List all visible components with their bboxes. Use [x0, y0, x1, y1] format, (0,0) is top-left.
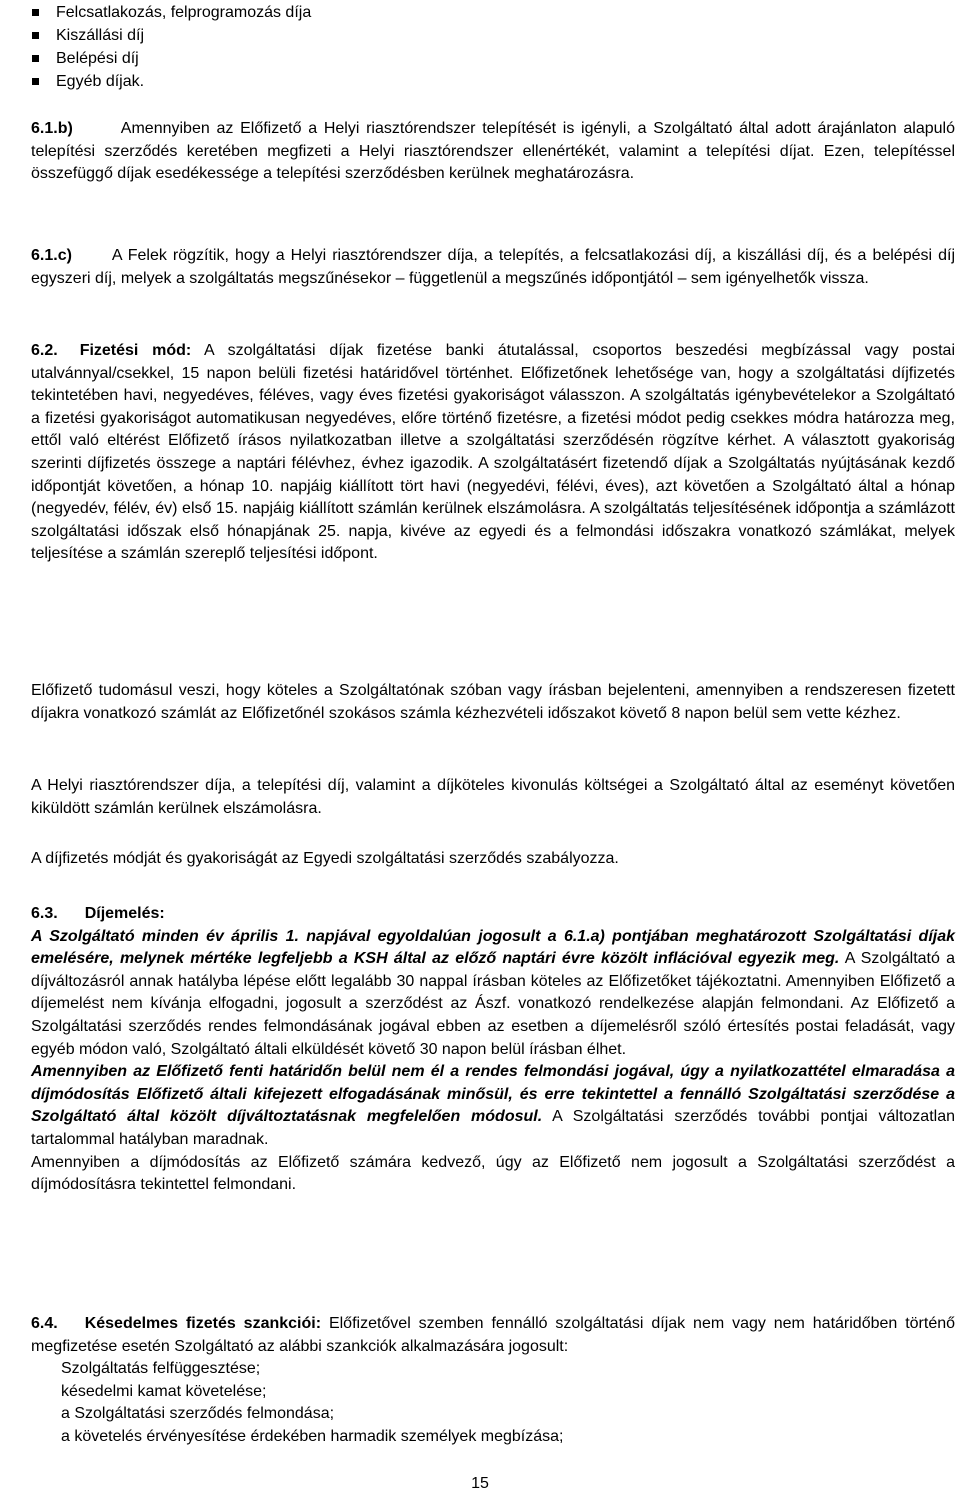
section-6-4	[31, 1313, 955, 1449]
section-number: 6.4.	[31, 1315, 58, 1332]
emphasis-text: Amennyiben az Előfizető fenti határidőn belül nem él a rendes felmondási jogával, úgy a nyilatkozattétel elmaradása a díjmódosítás Előfizető általi kifejezett elfogadásának minősül, és erre tekintettel a fennálló Szolgáltatási szerződése a Szolgáltató által közölt díjváltoztatásnak megfelelően módosul.	[31, 1063, 955, 1126]
section-title: Fizetési mód:	[79, 342, 192, 359]
fee-bullet-list	[31, 1, 311, 93]
section-number: 6.3.	[31, 905, 58, 922]
list-item: Felcsatlakozás, felprogramozás díja	[31, 1, 311, 24]
paragraph-text: Előfizetővel szemben fennálló szolgáltatási díjak nem vagy nem határidőben történő megfizetése esetén Szolgáltató az alábbi szankciók alkalmazására jogosult:	[31, 1315, 956, 1355]
section-6-1-b	[31, 118, 955, 186]
list-item: a Szolgáltatási szerződés felmondása;	[61, 1405, 335, 1423]
section-6-2-paragraph-4	[31, 848, 955, 871]
paragraph-text: Amennyiben a díjmódosítás az Előfizető számára kedvező, úgy az Előfizető nem jogosult a Szolgáltatási szerződést a díjmódosításra tekintettel felmondani.	[31, 1153, 955, 1194]
page-number: 15	[471, 1475, 489, 1492]
section-title: Díjemelés:	[84, 905, 165, 922]
section-title: Késedelmes fizetés szankciói:	[84, 1315, 322, 1332]
section-number: 6.2.	[31, 342, 58, 359]
paragraph-text: A Szolgáltató a díjváltozásról annak hatályba lépése előtt legalább 30 nappal írásban köteles az Előfizetőket tájékoztatni. Amennyiben Előfizető a díjemelést nem kívánja elfogadni, jogosult a szerződést az Ászf. vonatkozó rendelkezése alapján felmondani. Az Előfizető a Szolgáltatási szerződés rendes felmondásának jogával ebben az esetben a díjemelésről szóló értesítés postai feladását, vagy egyéb módon való, Szolgáltató általi elküldését követő 30 napon belül írásban élhet.	[31, 950, 956, 1058]
paragraph-text: A Szolgáltatási szerződés további pontjai változatlan tartalommal hatályban maradnak.	[31, 1108, 955, 1148]
list-item: Szolgáltatás felfüggesztése;	[61, 1360, 261, 1378]
paragraph-text: A díjfizetés módját és gyakoriságát az Egyedi szolgáltatási szerződés szabályozza.	[31, 850, 619, 867]
section-6-2	[31, 340, 955, 566]
list-item: Belépési díj	[31, 47, 311, 70]
paragraph-text: A Helyi riasztórendszer díja, a telepítési díj, valamint a díjköteles kivonulás költségei a Szolgáltató által az eseményt követően kiküldött számlán kerülnek elszámolásra.	[31, 777, 955, 817]
list-item: Egyéb díjak.	[31, 70, 311, 93]
paragraph-text: A szolgáltatási díjak fizetése banki átutalással, csoportos beszedési megbízással vagy postai utalvánnyal/csekkel, 15 napon belüli fizetési határidővel történhet. Előfizetőnek lehetősége van, hogy a szolgáltatási díjfizetés tekintetében havi, negyedéves, féléves, vagy éves fizetési gyakoriságot válasszon. A szolgáltatás igénybevételekor a Szolgáltató a fizetési gyakoriságot automatikusan negyedéves, előre történő fizetésre, a fizetési módot pedig csekkes módra határozza meg, ettől való eltérést Előfizető írásos nyilatkozatban illetve a szolgáltatási szerződésén rögzítve kérhet. A választott gyakoriság szerinti díjfizetés összege a naptári félévhez, évhez igazodik. A szolgáltatásért fizetendő díjak a Szolgáltatás nyújtásának kezdő időpontját követően, a hónap 10. napjáig kiállított tört havi (negyedévi, félévi, éves), azt követően a Szolgáltató által a hónap (negyedév, félév, év) első 15. napjáig kiállított számlán kerülnek elszámolásra. A szolgáltatás teljesítésének időpontja a számlázott szolgáltatási időszak első hónapjának 25. napja, kivéve az egyedi és a felmondási időszakra vonatkozó számlákat, melyek teljesítése a számlán szereplő teljesítési időpont.	[31, 342, 955, 563]
paragraph-text: A Felek rögzítik, hogy a Helyi riasztórendszer díja, a telepítés, a felcsatlakozási díj, a kiszállási díj, és a belépési díj egyszeri díj, melyek a szolgáltatás megszűnésekor – függetlenül a megszűnés időpontjától – sem igényelhetők vissza.	[31, 247, 955, 287]
section-number: 6.1.c)	[31, 247, 72, 264]
list-item: a követelés érvényesítése érdekében harmadik személyek megbízása;	[61, 1427, 564, 1445]
paragraph-text: Amennyiben az Előfizető a Helyi riasztórendszer telepítését is igényli, a Szolgáltató által adott árajánlaton alapuló telepítési szerződés keretében megfizeti a Helyi riasztórendszer ellenértékét, valamint a telepítési díjat. Ezen, telepítéssel összefüggő díjak esedékessége a telepítési szerződésben kerülnek meghatározásra.	[31, 120, 955, 183]
section-number: 6.1.b)	[31, 120, 73, 137]
section-6-1-c	[31, 245, 955, 290]
section-6-3	[31, 903, 955, 1197]
section-6-2-paragraph-2	[31, 680, 955, 725]
emphasis-text: A Szolgáltató minden év április 1. napjával egyoldalúan jogosult a 6.1.a) pontjában meghatározott Szolgáltatási díjak emelésére, melynek mértéke legfeljebb a KSH által az előző naptári évre közölt inflációval egyezik meg.	[31, 927, 955, 968]
list-item: Kiszállási díj	[31, 24, 311, 47]
paragraph-text: Előfizető tudomásul veszi, hogy köteles a Szolgáltatónak szóban vagy írásban bejelenteni, amennyiben a rendszeresen fizetett díjakra vonatkozó számlát az Előfizetőnél szokásos számla kézhezvételi időszakot követő 8 napon belül sem vette kézhez.	[31, 682, 955, 722]
list-item: késedelmi kamat követelése;	[61, 1382, 267, 1400]
section-6-2-paragraph-3	[31, 775, 955, 820]
